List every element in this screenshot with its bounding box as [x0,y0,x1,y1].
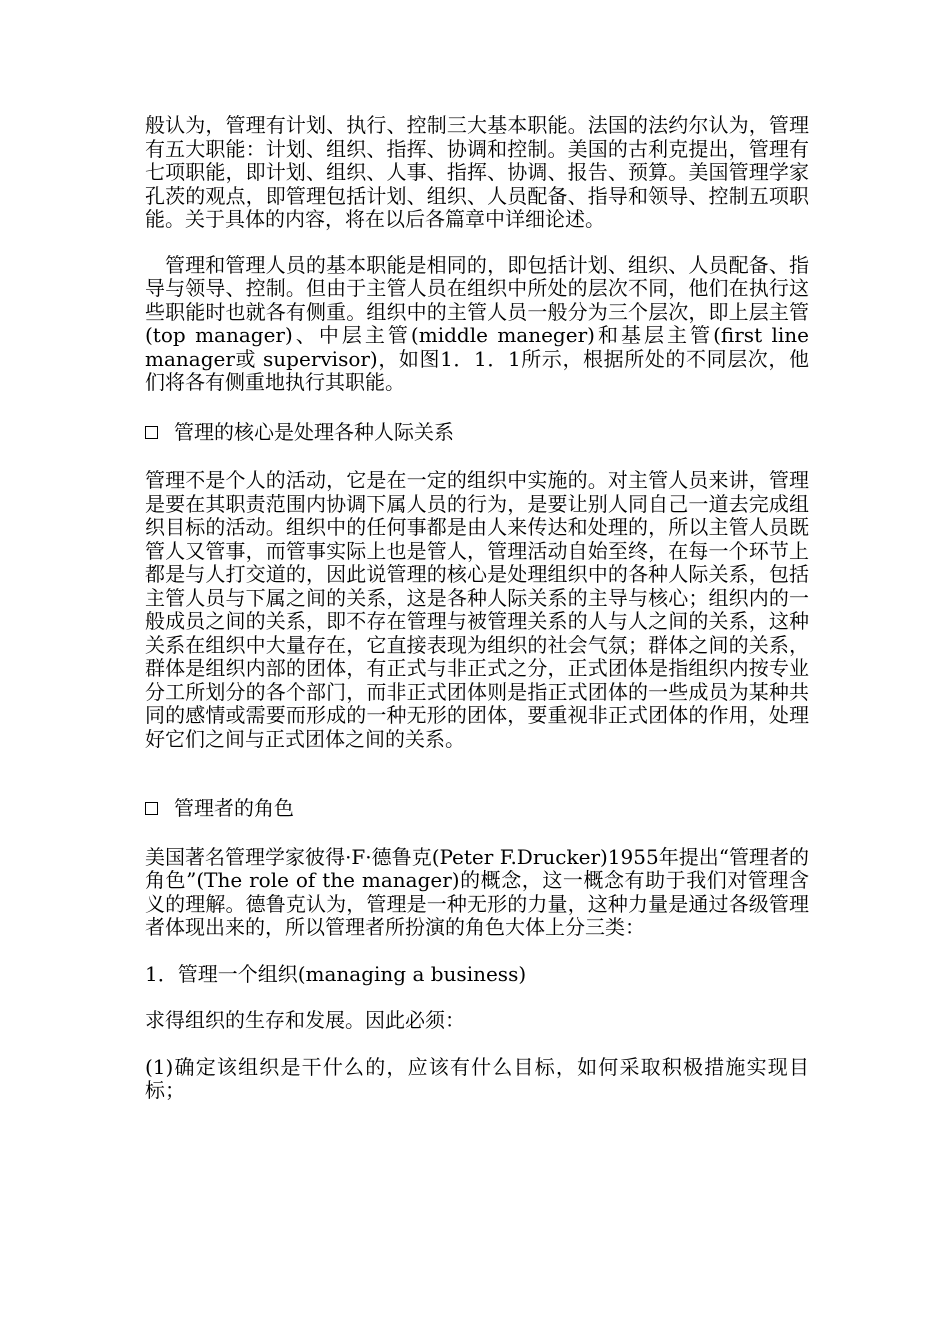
checkbox-square-icon [145,426,158,439]
paragraph-management-functions: 般认为，管理有计划、执行、控制三大基本职能。法国的法约尔认为，管理有五大职能：计划、组织、指挥、协调和控制。美国的古利克提出，管理有七项职能，即计划、组织、人事、指挥、协调、报告、预算。美国管理学家孔茨的观点，即管理包括计划、组织、人员配备、指导和领导、控制五项职能。关于具体的内容，将在以后各篇章中详细论述。 [145,113,809,231]
paragraph-manager-levels: 管理和管理人员的基本职能是相同的，即包括计划、组织、人员配备、指导与领导、控制。但由于主管人员在组织中所处的层次不同，他们在执行这些职能时也就各有侧重。组织中的主管人员一般分为三个层次，即上层主管(top manager)、中层主管(middle maneger)和基层主管(first line manager或 supervisor)，如图1．1．1所示，根据所处的不同层次，他们将各有侧重地执行其职能。 [145,252,809,394]
list-item-define-organization: (1)确定该组织是干什么的，应该有什么目标，如何采取积极措施实现目标； [145,1054,809,1102]
checkbox-square-icon [145,802,158,815]
paragraph-survival: 求得组织的生存和发展。因此必须： [145,1008,465,1032]
document-page [145,114,809,1103]
list-item-managing-business: 1．管理一个组织(managing a business) [145,961,527,986]
heading-interpersonal-relations [145,421,809,445]
heading-text: 管理者的角色 [174,796,294,820]
paragraph-drucker: 美国著名管理学家彼得·F·德鲁克(Peter F.Drucker)1955年提出“管理者的角色”(The role of the manager)的概念，这一概念有助于我们对管理含义的理解。德鲁克认为，管理是一种无形的力量，这种力量是通过各级管理者体现出来的，所以管理者所扮演的角色大体上分三类： [145,844,809,939]
paragraph-core-of-management: 管理不是个人的活动，它是在一定的组织中实施的。对主管人员来讲，管理是要在其职责范围内协调下属人员的行为，是要让别人同自己一道去完成组织目标的活动。组织中的任何事都是由人来传达和处理的，所以主管人员既管人又管事，而管事实际上也是管人，管理活动自始至终，在每一个环节上都是与人打交道的，因此说管理的核心是处理组织中的各种人际关系，包括主管人员与下属之间的关系，这是各种人际关系的主导与核心；组织内的一般成员之间的关系，即不存在管理与被管理关系的人与人之间的关系，这种关系在组织中大量存在，它直接表现为组织的社会气氛；群体之间的关系，群体是组织内部的团体，有正式与非正式之分，正式团体是指组织内按专业分工所划分的各个部门，而非正式团体则是指正式团体的一些成员为某种共同的感情或需要而形成的一种无形的团体，要重视非正式团体的作用，处理好它们之间与正式团体之间的关系。 [145,468,809,751]
heading-manager-role [145,797,809,821]
heading-text: 管理的核心是处理各种人际关系 [174,419,454,444]
